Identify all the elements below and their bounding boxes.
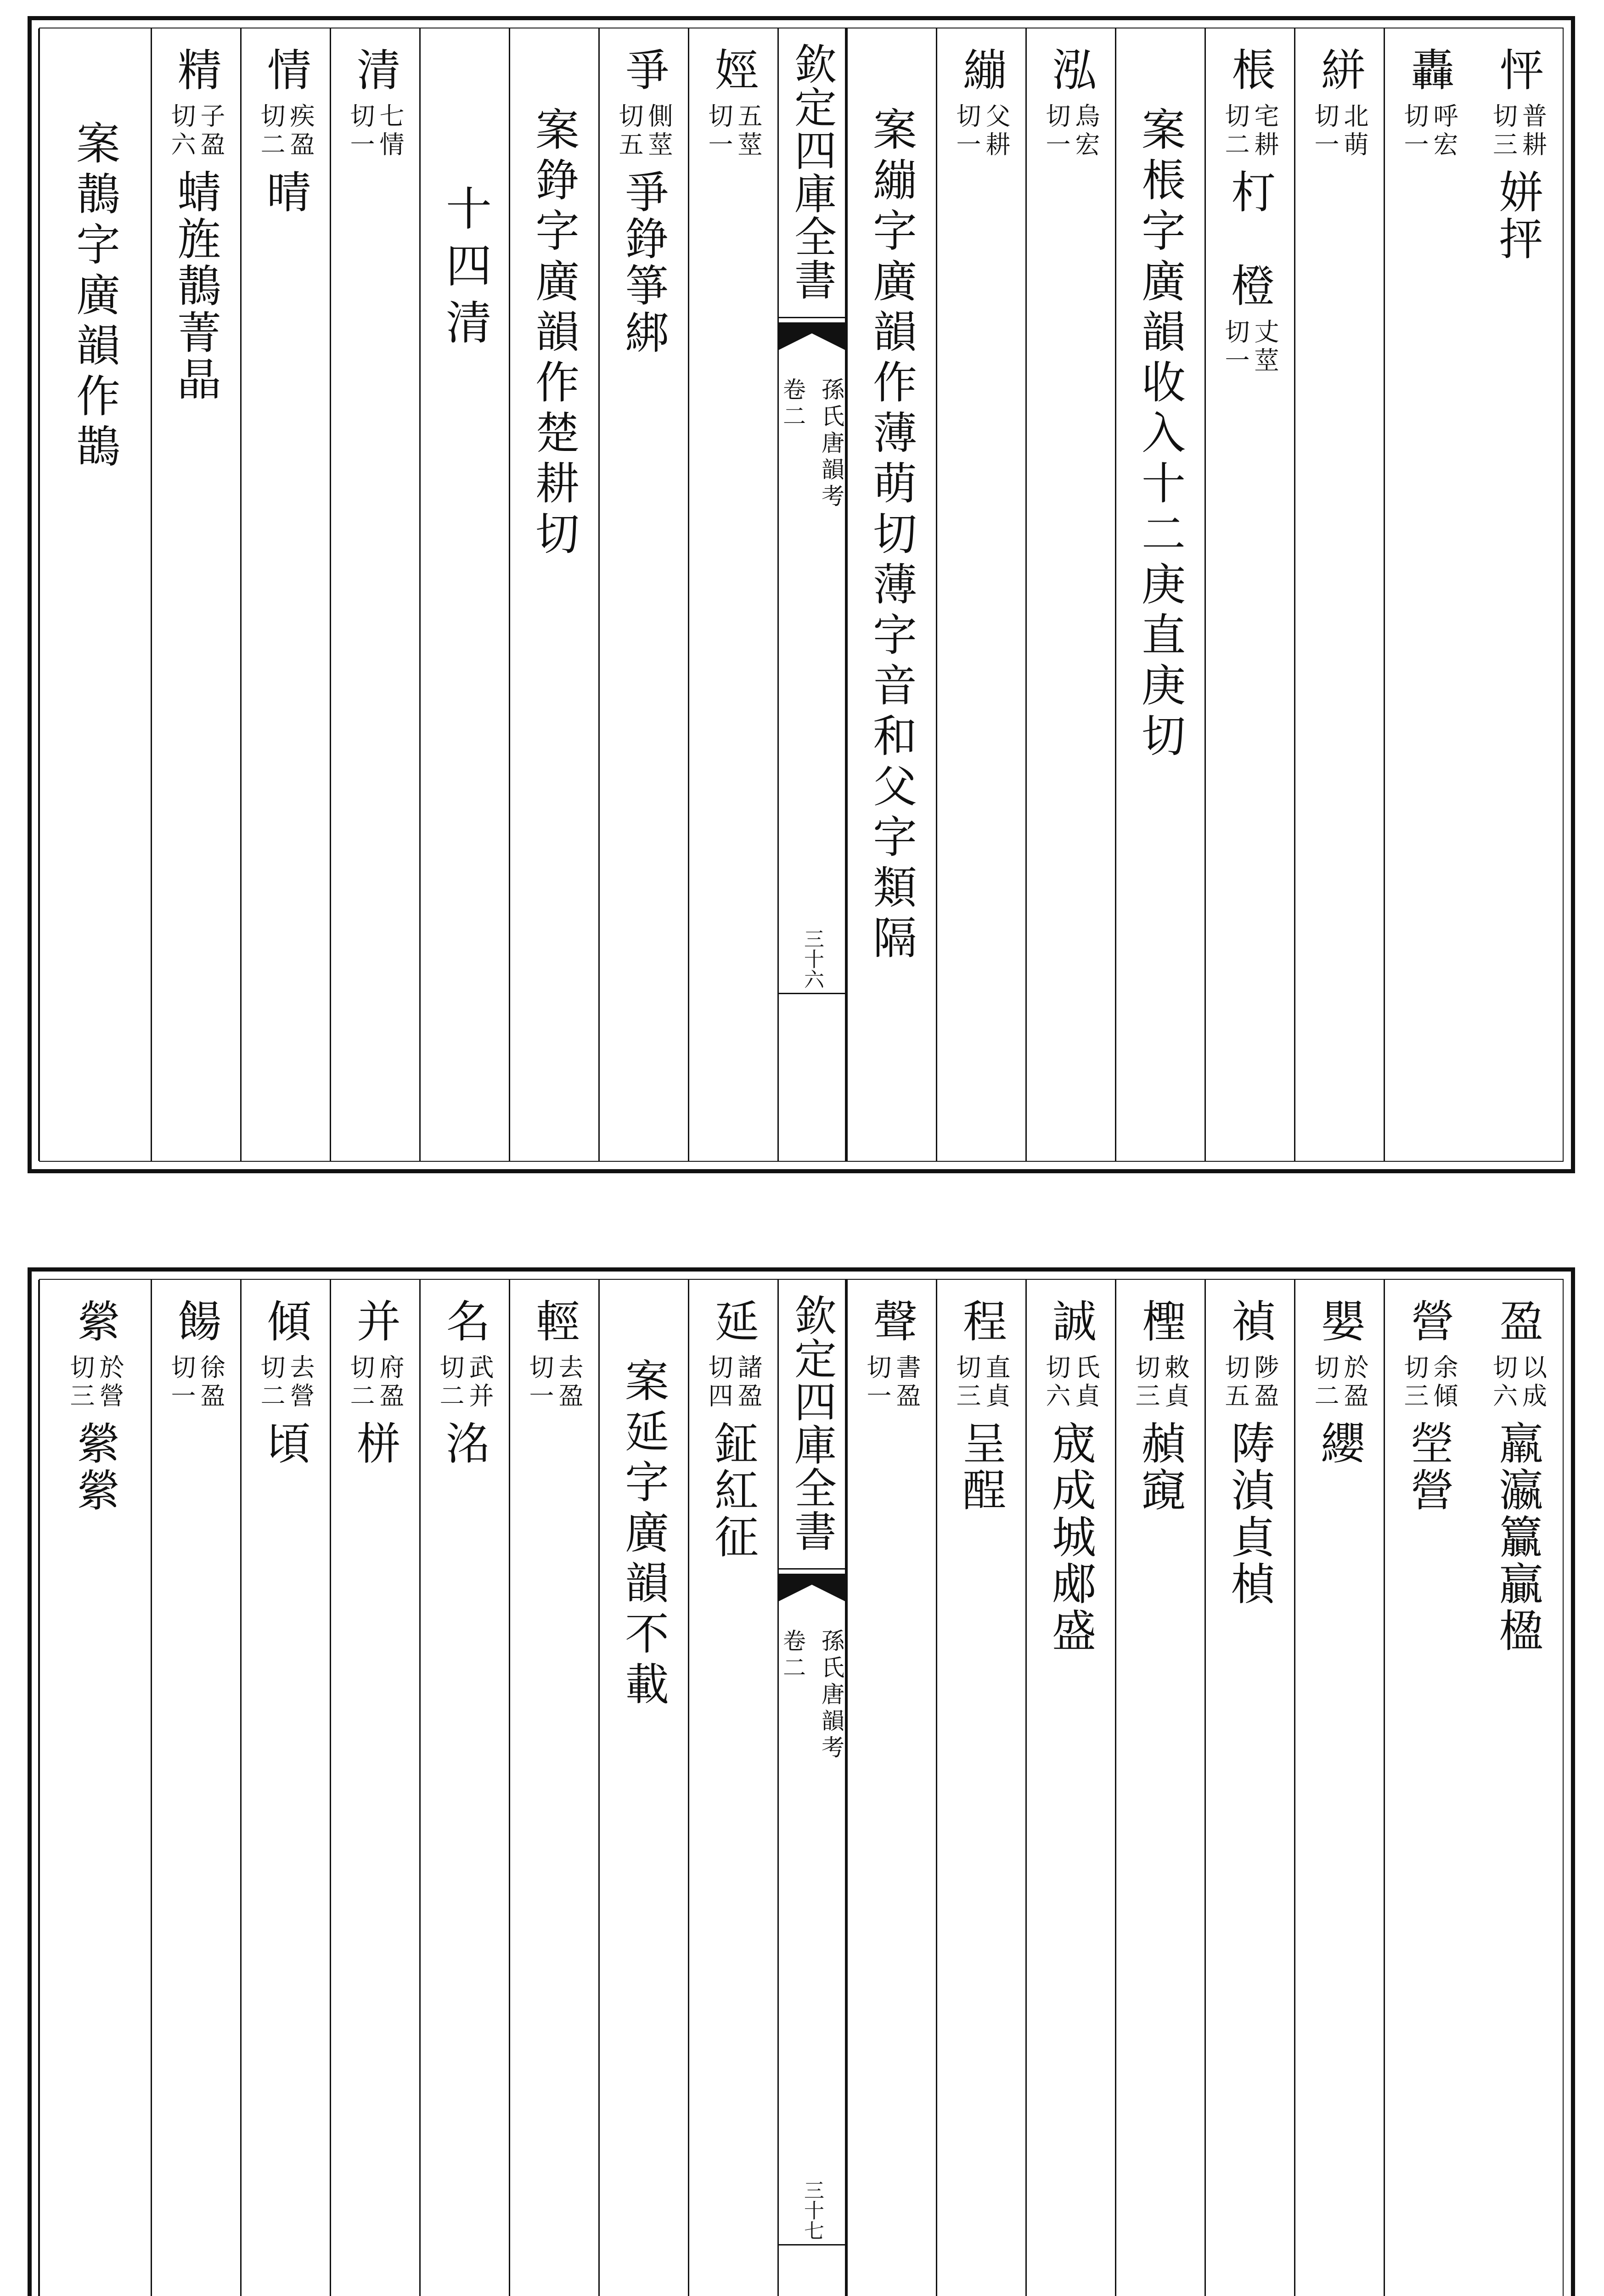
homophone-list: 頃 bbox=[259, 1420, 311, 1467]
fanqie-annotation: 直貞 bbox=[982, 1354, 1011, 1411]
entry-column bbox=[688, 1280, 777, 2296]
fanqie-count: 切三 bbox=[1489, 103, 1518, 160]
entry-column bbox=[1384, 1280, 1473, 2296]
head-char: 嬰 bbox=[1314, 1298, 1366, 1345]
head-char: 情 bbox=[260, 47, 312, 94]
homophone-list: 鉦紅征 bbox=[707, 1420, 759, 1561]
homophone-list: 朾 橙 bbox=[1224, 169, 1276, 310]
fanqie-count: 切五 bbox=[1221, 1354, 1250, 1411]
homophone-list: 晴 bbox=[259, 169, 311, 216]
fanqie-count: 切二 bbox=[257, 1354, 286, 1411]
entry-column bbox=[1473, 28, 1563, 1161]
entry-column bbox=[846, 1280, 936, 2296]
book-title: 欽定四庫全書 bbox=[788, 1294, 837, 1553]
top-page-frame bbox=[39, 28, 1564, 1162]
entry-column bbox=[151, 28, 240, 1161]
head-char: 傾 bbox=[260, 1298, 312, 1345]
head-char: 誠 bbox=[1045, 1298, 1097, 1345]
fanqie-annotation: 父耕 bbox=[982, 103, 1011, 160]
head-char: 棖 bbox=[1224, 47, 1276, 94]
head-char: 程 bbox=[956, 1298, 1007, 1345]
head-char: 名 bbox=[439, 1298, 491, 1345]
leaf-number: 三十七 bbox=[800, 2180, 824, 2240]
entry-column bbox=[1025, 1280, 1115, 2296]
editorial-note: 案鶄字廣韻作鵲 bbox=[69, 120, 121, 474]
fanqie-annotation: 氏貞 bbox=[1071, 1354, 1100, 1411]
fanqie-count: 切五 bbox=[615, 103, 644, 160]
fanqie-count: 切一 bbox=[863, 1354, 892, 1411]
fold-column bbox=[777, 1280, 846, 2296]
homophone-list: 栟 bbox=[349, 1420, 401, 1467]
fanqie-annotation: 丈莖 bbox=[1250, 319, 1279, 376]
fold-column bbox=[777, 28, 846, 1161]
head-char: 繃 bbox=[956, 47, 1007, 94]
head-char: 絣 bbox=[1314, 47, 1366, 94]
homophone-list: 赬竀 bbox=[1134, 1420, 1186, 1514]
fanqie-count: 切一 bbox=[346, 103, 375, 160]
fanqie-count: 切二 bbox=[1221, 103, 1250, 160]
fold-title: 孫氏唐韻考 bbox=[818, 377, 844, 511]
homophone-list: 洺 bbox=[439, 1420, 490, 1467]
homophone-list: 縈縈 bbox=[69, 1420, 121, 1514]
fanqie-annotation: 子盈 bbox=[197, 103, 225, 160]
fanqie-count: 切六 bbox=[167, 103, 196, 160]
bottom-page bbox=[28, 1267, 1575, 2296]
rhyme-section-title: 十四清 bbox=[438, 185, 492, 355]
head-char: 怦 bbox=[1492, 47, 1544, 94]
note-column bbox=[1115, 28, 1204, 1161]
fanqie-annotation: 五莖 bbox=[734, 103, 763, 160]
head-char: 娙 bbox=[708, 47, 760, 94]
homophone-list: 宬成城郕盛 bbox=[1045, 1420, 1097, 1654]
fanqie-count: 切二 bbox=[436, 1354, 465, 1411]
entry-column bbox=[509, 1280, 598, 2296]
fishtail-mark bbox=[779, 1574, 845, 1601]
fanqie-count: 切二 bbox=[257, 103, 286, 160]
homophone-list: 陦湞貞楨 bbox=[1224, 1420, 1276, 1608]
fanqie-count: 切二 bbox=[1311, 1354, 1339, 1411]
entry-column bbox=[419, 1280, 509, 2296]
leaf-number: 三十六 bbox=[800, 929, 824, 989]
entry-column bbox=[936, 28, 1025, 1161]
editorial-note: 案繃字廣韻作薄萌切薄字音和父字類隔 bbox=[866, 107, 917, 965]
fanqie-annotation: 宅耕 bbox=[1250, 103, 1279, 160]
fanqie-annotation: 府盈 bbox=[376, 1354, 405, 1411]
section-column bbox=[419, 28, 509, 1161]
homophone-list: 蜻旌鶄菁晶 bbox=[170, 169, 222, 403]
fanqie-count: 切六 bbox=[1489, 1354, 1518, 1411]
entry-column bbox=[1384, 28, 1473, 1161]
head-char: 聲 bbox=[866, 1298, 918, 1345]
head-char: 延 bbox=[708, 1298, 760, 1345]
fanqie-count: 切一 bbox=[952, 103, 981, 160]
fanqie-annotation: 於盈 bbox=[1340, 1354, 1369, 1411]
fanqie-annotation: 北萌 bbox=[1340, 103, 1369, 160]
head-char: 營 bbox=[1403, 1298, 1455, 1345]
head-char: 清 bbox=[349, 47, 401, 94]
fold-title: 孫氏唐韻考 bbox=[818, 1629, 844, 1762]
entry-column bbox=[936, 1280, 1025, 2296]
fanqie-count: 切三 bbox=[66, 1354, 95, 1411]
fanqie-count: 切一 bbox=[1400, 103, 1429, 160]
entry-column bbox=[330, 1280, 419, 2296]
fanqie-count: 切六 bbox=[1042, 1354, 1071, 1411]
fanqie-count: 切四 bbox=[704, 1354, 733, 1411]
entry-column bbox=[1294, 28, 1384, 1161]
note-column bbox=[509, 28, 598, 1161]
editorial-note: 案棖字廣韻收入十二庚直庚切 bbox=[1134, 107, 1186, 763]
fanqie-annotation: 武并 bbox=[465, 1354, 494, 1411]
fanqie-annotation: 去營 bbox=[286, 1354, 315, 1411]
fanqie-count: 切三 bbox=[1131, 1354, 1160, 1411]
entry-column bbox=[1294, 1280, 1384, 2296]
note-column bbox=[38, 28, 151, 1161]
editorial-note: 案錚字廣韻作楚耕切 bbox=[528, 107, 580, 561]
fanqie-count: 切三 bbox=[1400, 1354, 1429, 1411]
fanqie-count: 切一 bbox=[525, 1354, 554, 1411]
entry-column bbox=[598, 28, 688, 1161]
entry-column bbox=[240, 1280, 330, 2296]
homophone-list: 羸瀛籯贏楹 bbox=[1492, 1420, 1543, 1654]
editorial-note: 案延字廣韻不載 bbox=[618, 1358, 670, 1711]
entry-column bbox=[1204, 28, 1294, 1161]
entry-column bbox=[151, 1280, 240, 2296]
entry-column bbox=[688, 28, 777, 1161]
homophone-list: 姘抨 bbox=[1492, 169, 1543, 263]
fanqie-annotation: 側莖 bbox=[644, 103, 673, 160]
head-char: 檉 bbox=[1135, 1298, 1187, 1345]
fanqie-annotation: 陟盈 bbox=[1250, 1354, 1279, 1411]
fanqie-annotation: 呼宏 bbox=[1430, 103, 1458, 160]
head-char: 縈 bbox=[69, 1298, 121, 1345]
fanqie-count: 切一 bbox=[1042, 103, 1071, 160]
book-title: 欽定四庫全書 bbox=[788, 42, 837, 301]
note-column bbox=[598, 1280, 688, 2296]
homophone-list: 塋營 bbox=[1403, 1420, 1455, 1514]
head-char: 精 bbox=[170, 47, 222, 94]
bottom-page-frame bbox=[39, 1279, 1564, 2296]
fanqie-count: 切三 bbox=[952, 1354, 981, 1411]
fanqie-annotation: 疾盈 bbox=[286, 103, 315, 160]
entry-column bbox=[240, 28, 330, 1161]
note-column bbox=[846, 28, 936, 1161]
fishtail-mark bbox=[779, 322, 845, 350]
fold-volume: 卷二 bbox=[779, 1629, 806, 1682]
homophone-list: 纓 bbox=[1313, 1420, 1365, 1467]
fanqie-annotation: 徐盈 bbox=[197, 1354, 225, 1411]
fanqie-annotation: 敕貞 bbox=[1161, 1354, 1190, 1411]
fanqie-count: 切一 bbox=[167, 1354, 196, 1411]
entry-column bbox=[38, 1280, 151, 2296]
fanqie-count: 切二 bbox=[346, 1354, 375, 1411]
head-char: 爭 bbox=[618, 47, 670, 94]
head-char: 并 bbox=[349, 1298, 401, 1345]
entry-column bbox=[1204, 1280, 1294, 2296]
fanqie-annotation: 七情 bbox=[376, 103, 405, 160]
head-char: 轟 bbox=[1403, 47, 1455, 94]
head-char: 盈 bbox=[1492, 1298, 1544, 1345]
entry-column bbox=[330, 28, 419, 1161]
fanqie-annotation: 書盈 bbox=[892, 1354, 921, 1411]
fold-volume: 卷二 bbox=[779, 377, 806, 431]
fanqie-annotation: 普耕 bbox=[1518, 103, 1548, 160]
fanqie-annotation: 諸盈 bbox=[734, 1354, 763, 1411]
entry-column bbox=[1473, 1280, 1563, 2296]
head-char: 餳 bbox=[170, 1298, 222, 1345]
entry-column bbox=[1115, 1280, 1204, 2296]
fanqie-annotation: 以成 bbox=[1518, 1354, 1548, 1411]
fanqie-annotation: 烏宏 bbox=[1071, 103, 1100, 160]
fanqie-annotation: 余傾 bbox=[1430, 1354, 1458, 1411]
head-char: 禎 bbox=[1224, 1298, 1276, 1345]
head-char: 輕 bbox=[529, 1298, 580, 1345]
entry-column bbox=[1025, 28, 1115, 1161]
fanqie-count: 切一 bbox=[1311, 103, 1339, 160]
homophone-list: 呈酲 bbox=[955, 1420, 1007, 1514]
fanqie-annotation: 去盈 bbox=[555, 1354, 584, 1411]
fanqie-count: 切一 bbox=[704, 103, 733, 160]
top-page bbox=[28, 16, 1575, 1173]
fanqie-annotation: 於營 bbox=[96, 1354, 124, 1411]
homophone-list: 爭錚箏綁 bbox=[618, 169, 670, 356]
head-char: 泓 bbox=[1045, 47, 1097, 94]
fanqie-count: 切一 bbox=[1221, 319, 1250, 376]
